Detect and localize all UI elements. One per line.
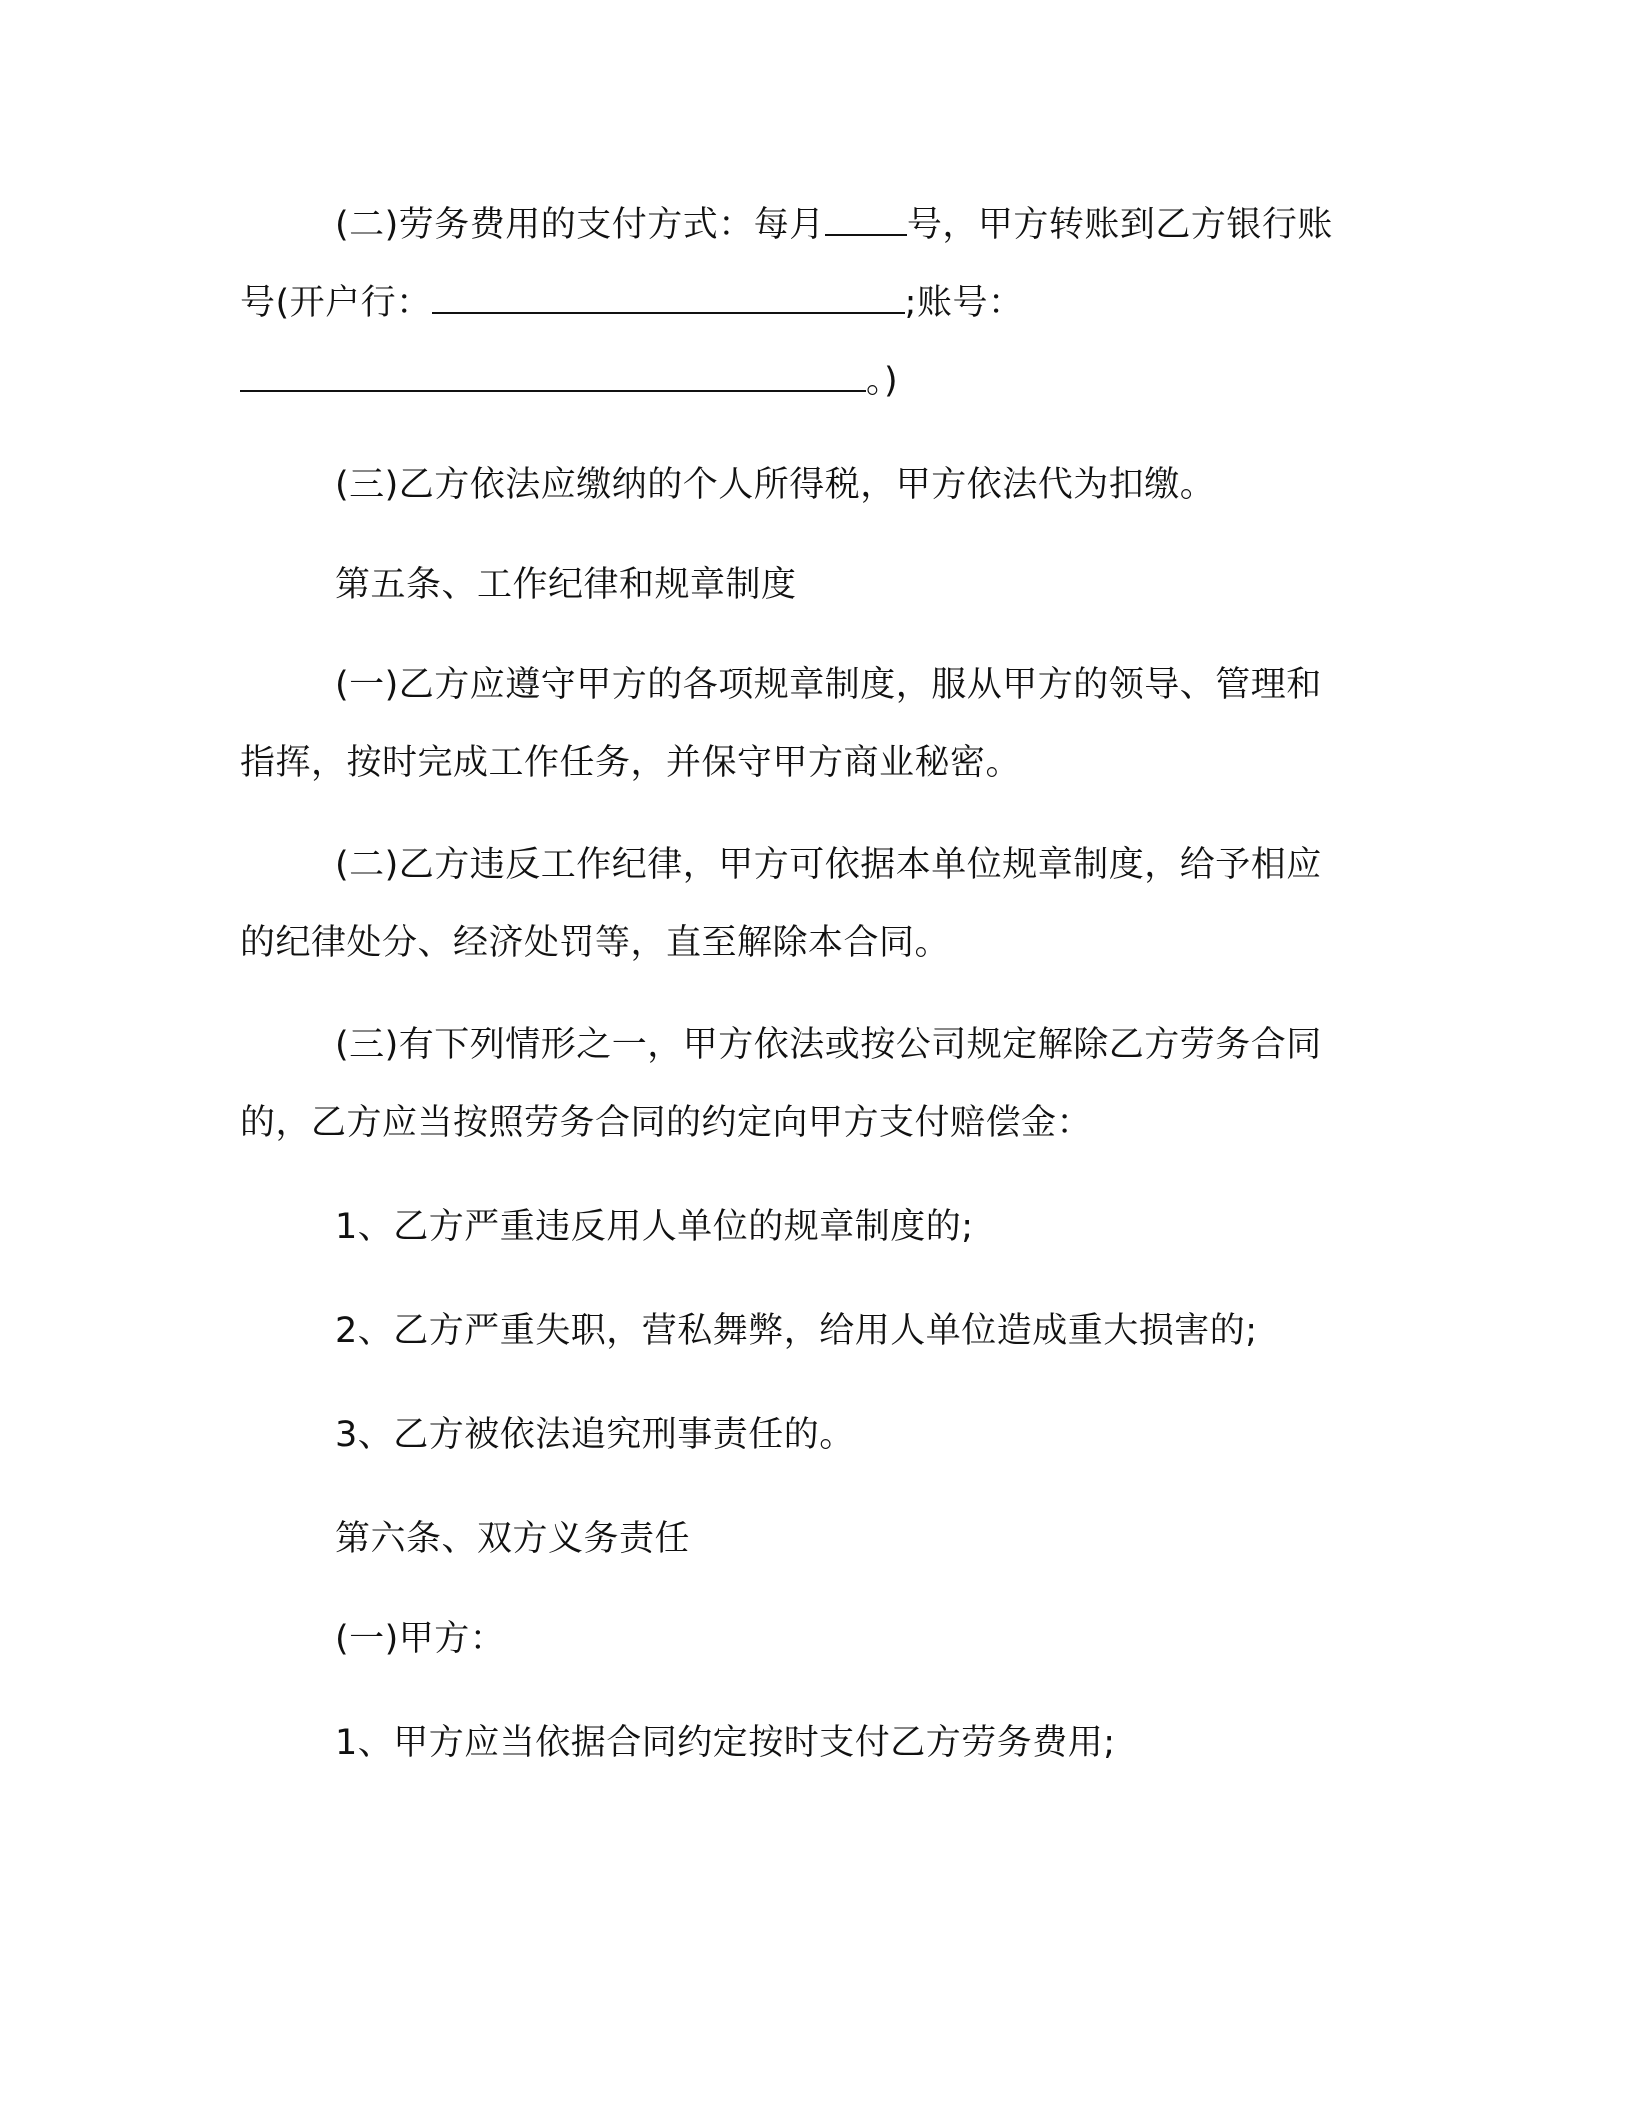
bank-label: 号(开户行：	[240, 283, 432, 323]
payment-method-line-2	[240, 264, 1370, 342]
discipline-clause-2-line-1: (二)乙方违反工作纪律，甲方可依据本单位规章制度，给予相应	[335, 845, 1322, 885]
list-item-1: 1、乙方严重违反用人单位的规章制度的;	[335, 1207, 974, 1247]
discipline-clause-2-line-2: 的纪律处分、经济处罚等，直至解除本合同。	[240, 923, 951, 963]
bank-name-blank	[432, 282, 905, 314]
party-a-duty-1: 1、甲方应当依据合同约定按时支付乙方劳务费用;	[335, 1723, 1116, 1763]
document-body	[240, 186, 1370, 1782]
payment-method-line-1	[240, 186, 1370, 264]
account-line-end: 。)	[866, 361, 899, 401]
account-number-blank	[240, 360, 866, 392]
discipline-clause-1-line-2: 指挥，按时完成工作任务，并保守甲方商业秘密。	[240, 743, 1022, 783]
article-5-heading: 第五条、工作纪律和规章制度	[335, 565, 797, 605]
discipline-clause-3-line-1: (三)有下列情形之一，甲方依法或按公司规定解除乙方劳务合同	[335, 1025, 1322, 1065]
payment-method-text-a: (二)劳务费用的支付方式：每月	[335, 205, 825, 245]
list-item-3: 3、乙方被依法追究刑事责任的。	[335, 1415, 855, 1455]
payment-day-blank	[825, 204, 907, 236]
party-a-heading: (一)甲方：	[335, 1619, 506, 1659]
payment-method-line-3	[240, 342, 1370, 420]
article-6-heading: 第六条、双方义务责任	[335, 1519, 691, 1559]
account-label: ;账号：	[904, 283, 1024, 323]
payment-method-text-b: 号，甲方转账到乙方银行账	[906, 205, 1333, 245]
discipline-clause-1-line-1: (一)乙方应遵守甲方的各项规章制度，服从甲方的领导、管理和	[335, 665, 1322, 705]
list-item-2: 2、乙方严重失职，营私舞弊，给用人单位造成重大损害的;	[335, 1311, 1258, 1351]
tax-clause: (三)乙方依法应缴纳的个人所得税，甲方依法代为扣缴。	[335, 465, 1216, 505]
discipline-clause-3-line-2: 的，乙方应当按照劳务合同的约定向甲方支付赔偿金：	[240, 1103, 1093, 1143]
